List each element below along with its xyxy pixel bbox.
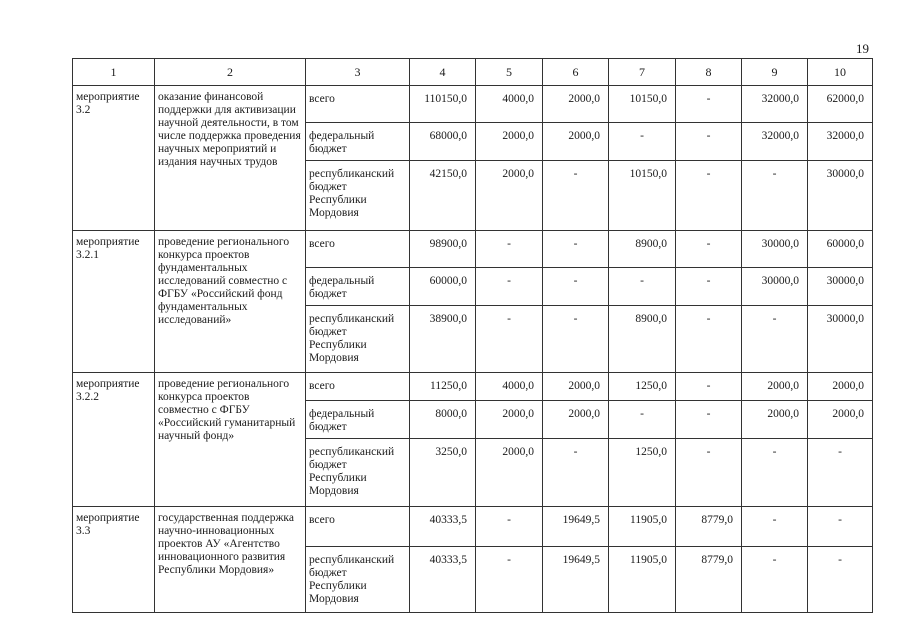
column-number: 9 — [742, 59, 808, 86]
amount-cell: 30000,0 — [808, 306, 873, 373]
amount-cell: 2000,0 — [543, 123, 609, 161]
amount-cell: 8779,0 — [676, 507, 742, 547]
amount-cell: - — [676, 86, 742, 123]
event-code: мероприятие 3.2.1 — [73, 231, 155, 373]
amount-cell: - — [543, 268, 609, 306]
budget-table — [72, 58, 873, 613]
amount-cell: 32000,0 — [742, 86, 808, 123]
funding-source: федеральный бюджет — [306, 401, 410, 439]
amount-cell: 2000,0 — [476, 439, 543, 507]
amount-cell: 2000,0 — [808, 373, 873, 401]
funding-source: республиканский бюджет Республики Мордовия — [306, 306, 410, 373]
event-description: проведение регионального конкурса проектов совместно с ФГБУ «Российский гуманитарный научный фонд» — [155, 373, 306, 507]
amount-cell: - — [742, 439, 808, 507]
amount-cell: 30000,0 — [808, 268, 873, 306]
amount-cell: 60000,0 — [410, 268, 476, 306]
amount-cell: - — [476, 231, 543, 268]
amount-cell: 2000,0 — [808, 401, 873, 439]
amount-cell: 11905,0 — [609, 547, 676, 613]
amount-cell: - — [742, 161, 808, 231]
column-number: 2 — [155, 59, 306, 86]
funding-source: всего — [306, 507, 410, 547]
table-row — [73, 373, 873, 401]
amount-cell: 11905,0 — [609, 507, 676, 547]
amount-cell: - — [808, 507, 873, 547]
amount-cell: - — [676, 161, 742, 231]
amount-cell: 2000,0 — [476, 123, 543, 161]
amount-cell: - — [476, 306, 543, 373]
amount-cell: 30000,0 — [808, 161, 873, 231]
funding-source: всего — [306, 373, 410, 401]
amount-cell: - — [742, 547, 808, 613]
column-number: 5 — [476, 59, 543, 86]
event-description: оказание финансовой поддержки для активизации научной деятельности, в том числе поддержка проведения научных мероприятий и издания научных трудов — [155, 86, 306, 231]
amount-cell: 1250,0 — [609, 439, 676, 507]
amount-cell: 40333,5 — [410, 547, 476, 613]
amount-cell: 2000,0 — [543, 373, 609, 401]
funding-source: федеральный бюджет — [306, 123, 410, 161]
amount-cell: 2000,0 — [476, 161, 543, 231]
amount-cell: 32000,0 — [742, 123, 808, 161]
amount-cell: - — [609, 401, 676, 439]
table-body — [73, 86, 873, 613]
event-code: мероприятие 3.2 — [73, 86, 155, 231]
amount-cell: 4000,0 — [476, 86, 543, 123]
table-row — [73, 231, 873, 268]
column-number: 3 — [306, 59, 410, 86]
amount-cell: - — [676, 306, 742, 373]
amount-cell: - — [742, 306, 808, 373]
column-number: 4 — [410, 59, 476, 86]
table-row — [73, 86, 873, 123]
column-number: 7 — [609, 59, 676, 86]
amount-cell: - — [476, 547, 543, 613]
amount-cell: 60000,0 — [808, 231, 873, 268]
amount-cell: 2000,0 — [476, 401, 543, 439]
amount-cell: 30000,0 — [742, 231, 808, 268]
amount-cell: - — [676, 231, 742, 268]
amount-cell: - — [609, 123, 676, 161]
amount-cell: 11250,0 — [410, 373, 476, 401]
amount-cell: 30000,0 — [742, 268, 808, 306]
amount-cell: 19649,5 — [543, 547, 609, 613]
event-description: проведение регионального конкурса проектов фундаментальных исследований совместно с ФГБУ «Российский фонд фундаментальных исследований» — [155, 231, 306, 373]
column-number: 1 — [73, 59, 155, 86]
amount-cell: - — [676, 401, 742, 439]
column-number-row — [73, 59, 873, 86]
table-row — [73, 507, 873, 547]
funding-source: республиканский бюджет Республики Мордовия — [306, 547, 410, 613]
column-number: 8 — [676, 59, 742, 86]
amount-cell: 32000,0 — [808, 123, 873, 161]
amount-cell: 2000,0 — [543, 86, 609, 123]
amount-cell: - — [609, 268, 676, 306]
amount-cell: 10150,0 — [609, 86, 676, 123]
funding-source: всего — [306, 86, 410, 123]
amount-cell: 19649,5 — [543, 507, 609, 547]
amount-cell: - — [742, 507, 808, 547]
amount-cell: 8779,0 — [676, 547, 742, 613]
column-number: 10 — [808, 59, 873, 86]
amount-cell: 68000,0 — [410, 123, 476, 161]
amount-cell: - — [543, 161, 609, 231]
amount-cell: - — [676, 268, 742, 306]
amount-cell: 38900,0 — [410, 306, 476, 373]
amount-cell: - — [543, 439, 609, 507]
amount-cell: 10150,0 — [609, 161, 676, 231]
amount-cell: - — [808, 547, 873, 613]
event-description: государственная поддержка научно-инновационных проектов АУ «Агентство инновационного развития Республики Мордовия» — [155, 507, 306, 613]
amount-cell: 42150,0 — [410, 161, 476, 231]
amount-cell: 8900,0 — [609, 231, 676, 268]
amount-cell: 98900,0 — [410, 231, 476, 268]
event-code: мероприятие 3.3 — [73, 507, 155, 613]
amount-cell: - — [543, 231, 609, 268]
amount-cell: 40333,5 — [410, 507, 476, 547]
funding-source: республиканский бюджет Республики Мордовия — [306, 161, 410, 231]
funding-source: федеральный бюджет — [306, 268, 410, 306]
amount-cell: 8000,0 — [410, 401, 476, 439]
amount-cell: 3250,0 — [410, 439, 476, 507]
amount-cell: - — [476, 507, 543, 547]
amount-cell: - — [543, 306, 609, 373]
amount-cell: 1250,0 — [609, 373, 676, 401]
funding-source: всего — [306, 231, 410, 268]
event-code: мероприятие 3.2.2 — [73, 373, 155, 507]
funding-source: республиканский бюджет Республики Мордовия — [306, 439, 410, 507]
amount-cell: 8900,0 — [609, 306, 676, 373]
amount-cell: 62000,0 — [808, 86, 873, 123]
amount-cell: - — [676, 123, 742, 161]
amount-cell: 110150,0 — [410, 86, 476, 123]
amount-cell: - — [476, 268, 543, 306]
amount-cell: 4000,0 — [476, 373, 543, 401]
column-number: 6 — [543, 59, 609, 86]
amount-cell: - — [676, 373, 742, 401]
amount-cell: 2000,0 — [742, 401, 808, 439]
amount-cell: 2000,0 — [742, 373, 808, 401]
amount-cell: 2000,0 — [543, 401, 609, 439]
amount-cell: - — [808, 439, 873, 507]
amount-cell: - — [676, 439, 742, 507]
page-number: 19 — [856, 41, 869, 56]
